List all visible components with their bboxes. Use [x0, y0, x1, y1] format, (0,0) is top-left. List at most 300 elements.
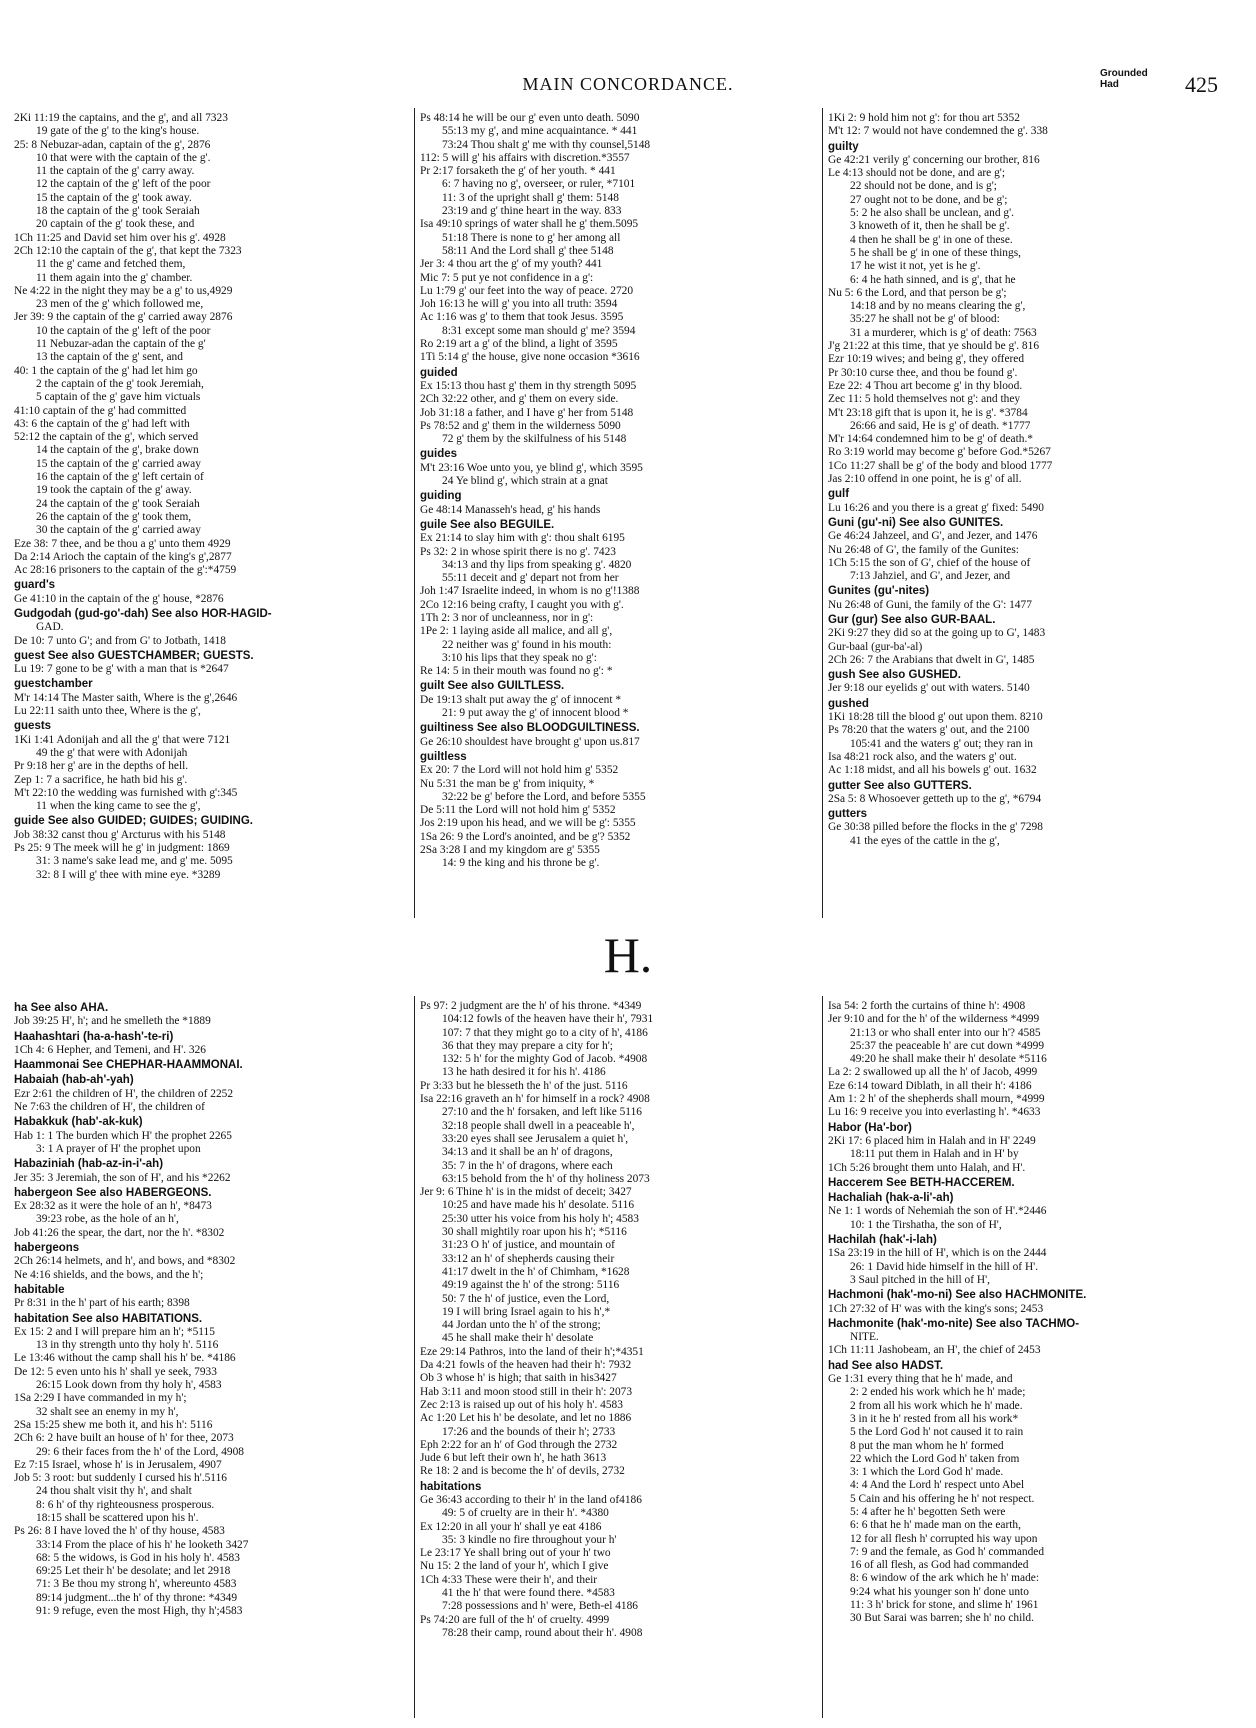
- concordance-line: Ro 3:19 world may become g' before God.*5267: [828, 446, 1051, 459]
- concordance-line: Pr 30:10 curse thee, and thou be found g'.: [828, 366, 1018, 379]
- concordance-line: 49:20 he shall make their h' desolate *5116: [850, 1053, 1047, 1066]
- concordance-line: Jos 2:19 upon his head, and we will be g': 5355: [420, 817, 636, 830]
- concordance-line: De 12: 5 even unto his h' shall ye seek, 7933: [14, 1365, 217, 1378]
- concordance-line: 36 that they may prepare a city for h';: [442, 1039, 613, 1052]
- concordance-line: 19 I will bring Israel again to his h',*: [442, 1305, 611, 1318]
- entry-headword: guiding: [420, 490, 462, 503]
- entry-headword: Gunites (gu'-nites): [828, 585, 930, 598]
- concordance-line: Ne 7:63 the children of H', the children of: [14, 1101, 205, 1114]
- concordance-line: 26:15 Look down from thy holy h', 4583: [36, 1379, 222, 1392]
- concordance-line: Le 4:13 should not be done, and are g';: [828, 167, 1005, 180]
- concordance-line: Mic 7: 5 put ye not confidence in a g':: [420, 271, 594, 284]
- concordance-line: 41 the h' that were found there. *4583: [442, 1587, 615, 1600]
- concordance-line: Joh 1:47 Israelite indeed, in whom is no g'!1388: [420, 585, 640, 598]
- concordance-line: 45 he shall make their h' desolate: [442, 1332, 594, 1345]
- concordance-line: 2Ch 26:14 helmets, and h', and bows, and *8302: [14, 1255, 236, 1268]
- section-letter: H.: [603, 927, 653, 983]
- entry-headword: Guni (gu'-ni) See also GUNITES.: [828, 516, 1004, 529]
- concordance-line: 17 he wist it not, yet is he g'.: [850, 260, 981, 273]
- concordance-line: Ac 28:16 prisoners to the captain of the g':*4759: [14, 564, 237, 577]
- concordance-line: Ex 21:14 to slay him with g': thou shalt 6195: [420, 532, 625, 545]
- concordance-line: 10 that were with the captain of the g'.: [36, 151, 211, 164]
- entry-headword: guiltless: [420, 750, 467, 763]
- concordance-line: M't 23:18 gift that is upon it, he is g'. *3784: [828, 406, 1028, 419]
- concordance-line: 78:28 their camp, round about their h'. 4908: [442, 1626, 643, 1639]
- top-column-1: [14, 112, 410, 917]
- concordance-line: 3: 1 which the Lord God h' made.: [850, 1466, 1004, 1479]
- concordance-line: 1Ch 4:33 These were their h', and their: [420, 1573, 598, 1586]
- concordance-line: Lu 16: 9 receive you into everlasting h'. *4633: [828, 1106, 1041, 1119]
- concordance-line: Job 41:26 the spear, the dart, nor the h'. *8302: [14, 1226, 225, 1239]
- concordance-line: 7: 9 and the female, as God h' commanded: [850, 1545, 1045, 1558]
- concordance-line: Job 38:32 canst thou g' Arcturus with his 5148: [14, 828, 226, 841]
- entry-headword: habergeon See also HABERGEONS.: [14, 1186, 212, 1199]
- concordance-line: 1Ki 18:28 till the blood g' out upon them. 8210: [828, 711, 1043, 724]
- concordance-line: 30 the captain of the g' carried away: [36, 524, 201, 537]
- concordance-line: Ro 2:19 art a g' of the blind, a light of 3595: [420, 338, 618, 351]
- concordance-line: 89:14 judgment...the h' of thy throne: *4349: [36, 1591, 238, 1604]
- concordance-line: 51:18 There is none to g' her among all: [442, 231, 621, 244]
- concordance-line: 2Ki 11:19 the captains, and the g', and all 7323: [14, 112, 228, 124]
- entry-headword: Habor (Ha'-bor): [828, 1121, 912, 1134]
- concordance-line: Pr 2:17 forsaketh the g' of her youth. * 441: [420, 165, 616, 178]
- concordance-line: Le 23:17 Ye shall bring out of your h' two: [420, 1547, 611, 1560]
- concordance-line: 1Ki 2: 9 hold him not g': for thou art 5352: [828, 112, 1020, 124]
- page-number: 425: [1185, 72, 1218, 97]
- concordance-line: 5 he shall be g' in one of these things,: [850, 246, 1021, 259]
- concordance-line: 22 which the Lord God h' taken from: [850, 1452, 1020, 1465]
- entry-headword: gushed: [828, 697, 869, 710]
- entry-headword: gulf: [828, 488, 850, 501]
- concordance-line: 18:15 shall be scattered upon his h'.: [36, 1511, 199, 1524]
- concordance-line: 8 put the man whom he h' formed: [850, 1439, 1004, 1452]
- concordance-line: Eze 6:14 toward Diblath, in all their h': 4186: [828, 1079, 1032, 1092]
- concordance-line: 10: 1 the Tirshatha, the son of H',: [850, 1218, 1002, 1231]
- entry-headword: habitable: [14, 1283, 65, 1296]
- concordance-line: Zec 2:13 is raised up out of his holy h'. 4583: [420, 1398, 623, 1411]
- bottom-column-2: [420, 1000, 818, 1718]
- concordance-line: 11 them again into the g' chamber.: [36, 271, 193, 284]
- concordance-line: 26 the captain of the g' took them,: [36, 510, 192, 523]
- concordance-line: Ez 7:15 Israel, whose h' is in Jerusalem, 4907: [14, 1458, 222, 1471]
- concordance-line: 49: 5 of cruelty are in their h'. *4380: [442, 1507, 609, 1520]
- concordance-line: 12 for all flesh h' corrupted his way upon: [850, 1532, 1038, 1545]
- concordance-line: 34:13 and thy lips from speaking g'. 4820: [442, 558, 632, 571]
- concordance-line: Ac 1:18 midst, and all his bowels g' out. 1632: [828, 764, 1037, 777]
- concordance-line: 69:25 Let their h' be desolate; and let 2918: [36, 1565, 231, 1578]
- concordance-line: 132: 5 h' for the mighty God of Jacob. *4908: [442, 1053, 648, 1066]
- concordance-line: 91: 9 refuge, even the most High, thy h';4583: [36, 1605, 243, 1618]
- concordance-line: Ge 1:31 every thing that he h' made, and: [828, 1373, 1013, 1386]
- concordance-line: 3:10 his lips that they speak no g':: [442, 651, 597, 664]
- concordance-line: Joh 16:13 he will g' you into all truth: 3594: [420, 298, 618, 311]
- concordance-line: 8: 6 h' of thy righteousness prosperous.: [36, 1498, 215, 1511]
- page-title: MAIN CONCORDANCE.: [522, 74, 734, 94]
- concordance-line: 33:14 From the place of his h' he looketh 3427: [36, 1538, 249, 1551]
- concordance-line: 3: 1 A prayer of H' the prophet upon: [36, 1142, 201, 1155]
- concordance-line: 34:13 and it shall be an h' of dragons,: [442, 1146, 613, 1159]
- concordance-line: 32: 8 I will g' thee with mine eye. *3289: [36, 868, 221, 881]
- concordance-line: 26: 1 David hide himself in the hill of H'.: [850, 1260, 1039, 1273]
- concordance-line: 1Ch 4: 6 Hepher, and Temeni, and H'. 326: [14, 1043, 206, 1056]
- concordance-line: 11 the captain of the g' carry away.: [36, 165, 195, 178]
- concordance-line: 7:28 possessions and h' were, Beth-el 4186: [442, 1600, 638, 1613]
- concordance-line: M'r 14:14 The Master saith, Where is the g',2646: [14, 691, 238, 704]
- concordance-line: 2Ki 9:27 they did so at the going up to G', 1483: [828, 627, 1046, 640]
- concordance-line: 24 the captain of the g' took Seraiah: [36, 497, 200, 510]
- guide-word-top: Grounded: [1100, 68, 1148, 79]
- concordance-line: 12 the captain of the g' left of the poor: [36, 178, 211, 191]
- entry-headword: ha See also AHA.: [14, 1002, 109, 1014]
- concordance-line: Pr 9:18 her g' are in the depths of hell.: [14, 760, 189, 773]
- concordance-line: Ne 4:22 in the night they may be a g' to us,4929: [14, 284, 233, 297]
- concordance-line: J'g 21:22 at this time, that ye should be g'. 816: [828, 340, 1040, 353]
- concordance-line: 11: 3 of the upright shall g' them: 5148: [442, 191, 619, 204]
- concordance-line: 35: 7 in the h' of dragons, where each: [442, 1159, 613, 1172]
- concordance-line: 49 the g' that were with Adonijah: [36, 746, 188, 759]
- concordance-line: 112: 5 will g' his affairs with discretion.*3557: [420, 151, 630, 164]
- concordance-line: 21:13 or who shall enter into our h'? 4585: [850, 1026, 1041, 1039]
- concordance-line: 2: 2 ended his work which he h' made;: [850, 1386, 1026, 1399]
- concordance-line: 21: 9 put away the g' of innocent blood *: [442, 707, 629, 720]
- concordance-line: 31: 3 name's sake lead me, and g' me. 5095: [36, 855, 233, 868]
- concordance-line: Ne 1: 1 words of Nehemiah the son of H'.*2446: [828, 1205, 1047, 1218]
- column-rule: [822, 996, 823, 1718]
- concordance-line: Ezr 10:19 wives; and being g', they offered: [828, 353, 1025, 366]
- concordance-line: 2Sa 5: 8 Whosoever getteth up to the g', *6794: [828, 792, 1042, 805]
- concordance-line: Nu 15: 2 the land of your h', which I give: [420, 1560, 609, 1573]
- concordance-line: 3 knoweth of it, then he shall be g'.: [850, 220, 1010, 233]
- entry-headword: guides: [420, 448, 458, 461]
- concordance-line: Gur-baal (gur-ba'-al): [828, 640, 923, 653]
- concordance-line: 11 Nebuzar-adan the captain of the g': [36, 338, 206, 351]
- concordance-line: 1Ch 5:15 the son of G', chief of the house of: [828, 556, 1031, 569]
- concordance-line: 13 the captain of the g' sent, and: [36, 351, 183, 364]
- column-rule: [414, 108, 415, 918]
- top-column-3: [828, 112, 1242, 917]
- concordance-line: 6: 7 having no g', overseer, or ruler, *7101: [442, 178, 636, 191]
- concordance-line: 2Co 12:16 being crafty, I caught you with g'.: [420, 598, 624, 611]
- concordance-line: De 10: 7 unto G'; and from G' to Jotbath, 1418: [14, 634, 226, 647]
- concordance-line: 13 in thy strength unto thy holy h'. 5116: [36, 1339, 219, 1352]
- concordance-line: 1Th 2: 3 nor of uncleanness, nor in g':: [420, 611, 594, 624]
- concordance-line: 7:13 Jahziel, and G', and Jezer, and: [850, 570, 1011, 583]
- concordance-line: Ne 4:16 shields, and the bows, and the h';: [14, 1268, 204, 1281]
- concordance-line: 1Ki 1:41 Adonijah and all the g' that were 7121: [14, 733, 231, 746]
- concordance-line: Ge 48:14 Manasseh's head, g' his hands: [420, 503, 601, 516]
- concordance-line: 39:23 robe, as the hole of an h',: [36, 1213, 179, 1226]
- concordance-line: 19 gate of the g' to the king's house.: [36, 125, 200, 138]
- guide-word-bottom: Had: [1100, 79, 1119, 90]
- concordance-line: Ezr 2:61 the children of H', the children of 2252: [14, 1087, 234, 1100]
- concordance-line: Isa 49:10 springs of water shall he g' them.5095: [420, 218, 639, 231]
- concordance-line: 2Ch 12:10 the captain of the g', that kept the 7323: [14, 244, 242, 257]
- concordance-line: 14:18 and by no means clearing the g',: [850, 300, 1026, 313]
- concordance-line: Zec 11: 5 hold themselves not g': and they: [828, 393, 1021, 406]
- concordance-line: 27 ought not to be done, and be g';: [850, 193, 1008, 206]
- concordance-line: Nu 5:31 the man be g' from iniquity, *: [420, 777, 595, 790]
- concordance-line: 19 took the captain of the g' away.: [36, 484, 192, 497]
- concordance-line: 31:23 O h' of justice, and mountain of: [442, 1239, 615, 1252]
- concordance-line: Lu 22:11 saith unto thee, Where is the g',: [14, 705, 201, 718]
- concordance-line: Eph 2:22 for an h' of God through the 2732: [420, 1438, 618, 1451]
- concordance-line: Pr 8:31 in the h' part of his earth; 8398: [14, 1297, 190, 1310]
- entry-headword: gutter See also GUTTERS.: [828, 779, 972, 792]
- concordance-line: Ps 32: 2 in whose spirit there is no g'. 7423: [420, 545, 617, 558]
- concordance-line: 17:26 and the bounds of their h'; 2733: [442, 1425, 616, 1438]
- concordance-line: M't 12: 7 would not have condemned the g'. 338: [828, 125, 1048, 138]
- concordance-line: Hab 3:11 and moon stood still in their h': 2073: [420, 1385, 633, 1398]
- concordance-line: Ac 1:16 was g' to them that took Jesus. 3595: [420, 311, 624, 324]
- concordance-line: 2Sa 15:25 shew me both it, and his h': 5116: [14, 1418, 213, 1431]
- concordance-line: 49:19 against the h' of the strong: 5116: [442, 1279, 620, 1292]
- concordance-line: 41:10 captain of the g' had committed: [14, 404, 187, 417]
- concordance-line: 5 Cain and his offering he h' not respect.: [850, 1492, 1035, 1505]
- entry-headword: Hachmonite (hak'-mo-nite) See also TACHMO-: [828, 1317, 1080, 1330]
- concordance-line: 1Ti 5:14 g' the house, give none occasion *3616: [420, 351, 640, 364]
- concordance-line: 35:27 he shall not be g' of blood:: [850, 313, 1000, 326]
- concordance-line: 1Ch 27:32 of H' was with the king's sons; 2453: [828, 1302, 1044, 1315]
- entry-headword: Haahashtari (ha-a-hash'-te-ri): [14, 1030, 174, 1043]
- concordance-line: 11: 3 h' brick for stone, and slime h' 1961: [850, 1599, 1039, 1612]
- concordance-line: Job 39:25 H', h'; and he smelleth the *1889: [14, 1015, 211, 1028]
- concordance-line: 2 from all his work which he h' made.: [850, 1399, 1023, 1412]
- entry-headword: Hachmoni (hak'-mo-ni) See also HACHMONITE.: [828, 1289, 1087, 1302]
- concordance-line: Da 2:14 Arioch the captain of the king's g',2877: [14, 550, 232, 563]
- concordance-line: 2Sa 3:28 I and my kingdom are g' 5355: [420, 844, 600, 857]
- concordance-line: 20 captain of the g' took these, and: [36, 218, 195, 231]
- concordance-line: 4 then he shall be g' in one of these.: [850, 233, 1013, 246]
- concordance-line: 23:19 and g' thine heart in the way. 833: [442, 205, 622, 218]
- concordance-line: Nu 26:48 of G', the family of the Gunites:: [828, 543, 1019, 556]
- concordance-line: Lu 16:26 and you there is a great g' fixed: 5490: [828, 501, 1044, 514]
- entry-headword: gush See also GUSHED.: [828, 669, 961, 682]
- concordance-line: 105:41 and the waters g' out; they ran in: [850, 737, 1033, 750]
- concordance-line: Le 13:46 without the camp shall his h' be. *4186: [14, 1352, 236, 1365]
- concordance-line: 18:11 put them in Halah and in H' by: [850, 1148, 1019, 1161]
- concordance-line: 30 But Sarai was barren; she h' no child.: [850, 1612, 1034, 1625]
- concordance-line: 33:20 eyes shall see Jerusalem a quiet h',: [442, 1132, 629, 1145]
- concordance-line: Ge 41:10 in the captain of the g' house, *2876: [14, 592, 224, 605]
- concordance-line: Ps 25: 9 The meek will he g' in judgment: 1869: [14, 842, 230, 855]
- concordance-line: 1Sa 2:29 I have commanded in my h';: [14, 1392, 187, 1405]
- entry-headword: Habaziniah (hab-az-in-i'-ah): [14, 1158, 164, 1171]
- concordance-line: Ge 30:38 pilled before the flocks in the g' 7298: [828, 821, 1043, 834]
- concordance-line: Hab 1: 1 The burden which H' the prophet 2265: [14, 1129, 232, 1142]
- entry-headword: Gudgodah (gud-go'-dah) See also HOR-HAGID-: [14, 607, 272, 620]
- entry-headword: guest See also GUESTCHAMBER; GUESTS.: [14, 649, 254, 662]
- concordance-line: 11 the g' came and fetched them,: [36, 258, 186, 271]
- concordance-line: 6: 6 that he h' made man on the earth,: [850, 1519, 1021, 1532]
- concordance-line: Ex 15: 2 and I will prepare him an h'; *5115: [14, 1325, 215, 1338]
- concordance-line: 52:12 the captain of the g', which served: [14, 431, 199, 444]
- concordance-line: 30 shall mightily roar upon his h'; *5116: [442, 1226, 627, 1239]
- concordance-line: 2Ki 17: 6 placed him in Halah and in H' 2249: [828, 1134, 1036, 1147]
- concordance-line: 1Ch 5:26 brought them unto Halah, and H'.: [828, 1161, 1026, 1174]
- concordance-line: Ex 28:32 as it were the hole of an h', *8473: [14, 1200, 212, 1213]
- concordance-line: 35: 3 kindle no fire throughout your h': [442, 1533, 617, 1546]
- concordance-line: Ex 20: 7 the Lord will not hold him g' 5352: [420, 764, 619, 777]
- guide-words: [1100, 68, 1170, 90]
- concordance-line: De 19:13 shalt put away the g' of innocent *: [420, 693, 622, 706]
- concordance-line: 11 when the king came to see the g',: [36, 800, 201, 813]
- concordance-line: Nu 5: 6 the Lord, and that person be g';: [828, 286, 1007, 299]
- concordance-line: Re 14: 5 in their mouth was found no g': *: [420, 665, 613, 678]
- concordance-line: 2Ch 26: 7 the Arabians that dwelt in G', 1485: [828, 653, 1035, 666]
- concordance-line: M't 22:10 the wedding was furnished with g':345: [14, 786, 238, 799]
- concordance-line: 5 captain of the g' gave him victuals: [36, 391, 201, 404]
- entry-headword: Haammonai See CHEPHAR-HAAMMONAI.: [14, 1059, 243, 1072]
- concordance-line: 25:30 utter his voice from his holy h'; 4583: [442, 1212, 639, 1225]
- concordance-line: 15 the captain of the g' carried away: [36, 457, 201, 470]
- concordance-line: 41 the eyes of the cattle in the g',: [850, 834, 1000, 847]
- entry-headword: Haccerem See BETH-HACCEREM.: [828, 1176, 1015, 1189]
- entry-headword: guard's: [14, 579, 56, 592]
- concordance-line: 29: 6 their faces from the h' of the Lord, 4908: [36, 1445, 244, 1458]
- entry-headword: habergeons: [14, 1242, 80, 1255]
- concordance-line: 24 thou shalt visit thy h', and shalt: [36, 1485, 192, 1498]
- concordance-line: 43: 6 the captain of the g' had left with: [14, 417, 190, 430]
- concordance-line: 13 he hath desired it for his h'. 4186: [442, 1066, 606, 1079]
- concordance-line: Eze 38: 7 thee, and be thou a g' unto them 4929: [14, 537, 231, 550]
- concordance-line: Isa 48:21 rock also, and the waters g' out.: [828, 750, 1017, 763]
- concordance-line: Lu 19: 7 gone to be g' with a man that is *2647: [14, 663, 229, 676]
- concordance-line: 33:12 an h' of shepherds causing their: [442, 1252, 615, 1265]
- concordance-line: 1Ch 11:25 and David set him over his g'. 4928: [14, 231, 226, 244]
- entry-headword: guilt See also GUILTLESS.: [420, 680, 565, 693]
- entry-headword: Habakkuk (hab'-ak-kuk): [14, 1116, 143, 1129]
- concordance-line: 50: 7 the h' of justice, even the Lord,: [442, 1292, 610, 1305]
- entry-headword: guile See also BEGUILE.: [420, 518, 555, 531]
- concordance-line: 68: 5 the widows, is God in his holy h'. 4583: [36, 1551, 240, 1564]
- concordance-line: Jer 35: 3 Jeremiah, the son of H', and his *2262: [14, 1171, 231, 1184]
- concordance-line: Jer 9: 6 Thine h' is in the midst of deceit; 3427: [420, 1186, 632, 1199]
- concordance-line: 58:11 And the Lord shall g' thee 5148: [442, 244, 614, 257]
- bottom-column-3: [828, 1000, 1242, 1718]
- entry-headword: guided: [420, 366, 458, 379]
- concordance-line: 107: 7 that they might go to a city of h', 4186: [442, 1026, 648, 1039]
- entry-headword: Habaiah (hab-ah'-yah): [14, 1074, 134, 1087]
- concordance-line: NITE.: [850, 1331, 879, 1344]
- concordance-line: La 2: 2 swallowed up all the h' of Jacob, 4999: [828, 1066, 1038, 1079]
- concordance-line: 15 the captain of the g' took away.: [36, 191, 192, 204]
- entry-headword: guestchamber: [14, 678, 93, 691]
- concordance-line: 2Ch 32:22 other, and g' them on every side.: [420, 393, 619, 406]
- concordance-line: 8:31 except some man should g' me? 3594: [442, 324, 636, 337]
- concordance-line: Re 18: 2 and is become the h' of devils, 2732: [420, 1465, 625, 1478]
- concordance-line: Eze 22: 4 Thou art become g' in thy blood.: [828, 379, 1023, 392]
- concordance-line: Jer 9:18 our eyelids g' out with waters. 5140: [828, 682, 1030, 695]
- concordance-line: Isa 22:16 graveth an h' for himself in a rock? 4908: [420, 1093, 650, 1106]
- concordance-line: Job 31:18 a father, and I have g' her from 5148: [420, 406, 634, 419]
- concordance-line: 14 the captain of the g', brake down: [36, 444, 199, 457]
- concordance-line: 27:10 and the h' forsaken, and left like 5116: [442, 1106, 642, 1119]
- entry-headword: guilty: [828, 140, 859, 153]
- concordance-line: 14: 9 the king and his throne be g'.: [442, 857, 600, 870]
- column-rule: [414, 996, 415, 1718]
- concordance-line: Ge 42:21 verily g' concerning our brother, 816: [828, 153, 1040, 166]
- concordance-line: 22 should not be done, and is g';: [850, 180, 997, 193]
- concordance-line: 32 shalt see an enemy in my h',: [36, 1405, 179, 1418]
- entry-headword: habitations: [420, 1480, 482, 1493]
- concordance-line: 1Sa 23:19 in the hill of H', which is on the 2444: [828, 1247, 1047, 1260]
- concordance-line: Job 5: 3 root: but suddenly I cursed his h'.5116: [14, 1472, 227, 1485]
- concordance-line: 41:17 dwelt in the h' of Chimham, *1628: [442, 1265, 630, 1278]
- concordance-line: 5: 2 he also shall be unclean, and g'.: [850, 207, 1015, 220]
- concordance-line: 25: 8 Nebuzar-adan, captain of the g', 2876: [14, 138, 211, 151]
- concordance-line: Ex 12:20 in all your h' shall ye eat 4186: [420, 1520, 602, 1533]
- concordance-line: Ps 48:14 he will be our g' even unto death. 5090: [420, 112, 640, 124]
- concordance-line: Jude 6 but left their own h', he hath 3613: [420, 1452, 607, 1465]
- concordance-line: 5: 4 after he h' begotten Seth were: [850, 1505, 1006, 1518]
- page-header: [0, 50, 1256, 97]
- concordance-line: 1Sa 26: 9 the Lord's anointed, and be g'? 5352: [420, 830, 631, 843]
- concordance-line: Ps 78:52 and g' them in the wilderness 5090: [420, 419, 621, 432]
- bottom-column-1: [14, 1000, 410, 1718]
- concordance-line: Ps 78:20 that the waters g' out, and the 2100: [828, 724, 1030, 737]
- concordance-line: 63:15 behold from the h' of thy holiness 2073: [442, 1172, 650, 1185]
- entry-headword: guide See also GUIDED; GUIDES; GUIDING.: [14, 815, 253, 828]
- concordance-line: Jer 39: 9 the captain of the g' carried away 2876: [14, 311, 233, 324]
- concordance-line: 10:25 and have made his h' desolate. 5116: [442, 1199, 635, 1212]
- concordance-line: 32:18 people shall dwell in a peaceable h',: [442, 1119, 635, 1132]
- concordance-line: Lu 1:79 g' our feet into the way of peace. 2720: [420, 284, 634, 297]
- entry-headword: Hachilah (hak'-i-lah): [828, 1234, 937, 1247]
- concordance-line: 2 the captain of the g' took Jeremiah,: [36, 377, 204, 390]
- concordance-line: 18 the captain of the g' took Seraiah: [36, 205, 200, 218]
- concordance-line: 5 the Lord God h' not caused it to rain: [850, 1426, 1024, 1439]
- concordance-line: M'r 14:64 condemned him to be g' of death.*: [828, 433, 1033, 446]
- entry-headword: gutters: [828, 808, 867, 821]
- concordance-line: 10 the captain of the g' left of the poor: [36, 324, 211, 337]
- concordance-line: Isa 54: 2 forth the curtains of thine h': 4908: [828, 1000, 1026, 1012]
- top-column-2: [420, 112, 818, 917]
- entry-headword: guiltiness See also BLOODGUILTINESS.: [420, 722, 640, 735]
- concordance-line: Jas 2:10 offend in one point, he is g' of all.: [828, 473, 1022, 486]
- concordance-line: 6: 4 he hath sinned, and is g', that he: [850, 273, 1016, 286]
- concordance-line: 32:22 be g' before the Lord, and before 5355: [442, 790, 646, 803]
- concordance-line: Da 4:21 fowls of the heaven had their h': 7932: [420, 1359, 632, 1372]
- concordance-line: Ge 26:10 shouldest have brought g' upon us.817: [420, 735, 640, 748]
- entry-headword: Gur (gur) See also GUR-BAAL.: [828, 613, 996, 626]
- concordance-line: 72 g' them by the skilfulness of his 5148: [442, 433, 627, 446]
- concordance-line: 3 in it he h' rested from all his work*: [850, 1412, 1019, 1425]
- concordance-line: Pr 3:33 but he blesseth the h' of the just. 5116: [420, 1079, 628, 1092]
- concordance-line: 22 neither was g' found in his mouth:: [442, 638, 612, 651]
- concordance-line: Zep 1: 7 a sacrifice, he hath bid his g'.: [14, 773, 188, 786]
- concordance-line: 4: 4 And the Lord h' respect unto Abel: [850, 1479, 1025, 1492]
- concordance-line: 1Co 11:27 shall be g' of the body and blood 1777: [828, 459, 1053, 472]
- concordance-line: Ge 36:43 according to their h' in the land of4186: [420, 1493, 642, 1506]
- column-rule: [822, 108, 823, 918]
- concordance-line: De 5:11 the Lord will not hold him g' 5352: [420, 804, 616, 817]
- concordance-line: 1Pe 2: 1 laying aside all malice, and all g',: [420, 625, 613, 638]
- concordance-line: 24 Ye blind g', which strain at a gnat: [442, 475, 608, 488]
- concordance-line: 1Ch 11:11 Jashobeam, an H', the chief of 2453: [828, 1344, 1041, 1357]
- concordance-line: Jer 9:10 and for the h' of the wilderness *4999: [828, 1013, 1040, 1026]
- concordance-line: 26:66 and said, He is g' of death. *1777: [850, 419, 1031, 432]
- concordance-line: 55:13 my g', and mine acquaintance. * 441: [442, 125, 638, 138]
- concordance-line: 44 Jordan unto the h' of the strong;: [442, 1319, 601, 1332]
- entry-headword: Hachaliah (hak-a-li'-ah): [828, 1192, 954, 1205]
- concordance-line: Ps 74:20 are full of the h' of cruelty. 4999: [420, 1613, 610, 1626]
- concordance-line: 31 a murderer, which is g' of death: 7563: [850, 326, 1037, 339]
- concordance-line: 23 men of the g' which followed me,: [36, 298, 204, 311]
- concordance-line: GAD.: [36, 621, 64, 634]
- concordance-line: Am 1: 2 h' of the shepherds shall mourn, *4999: [828, 1093, 1045, 1106]
- concordance-line: Nu 26:48 of Guni, the family of the G': 1477: [828, 598, 1032, 611]
- concordance-line: Ps 97: 2 judgment are the h' of his throne. *4349: [420, 1000, 642, 1012]
